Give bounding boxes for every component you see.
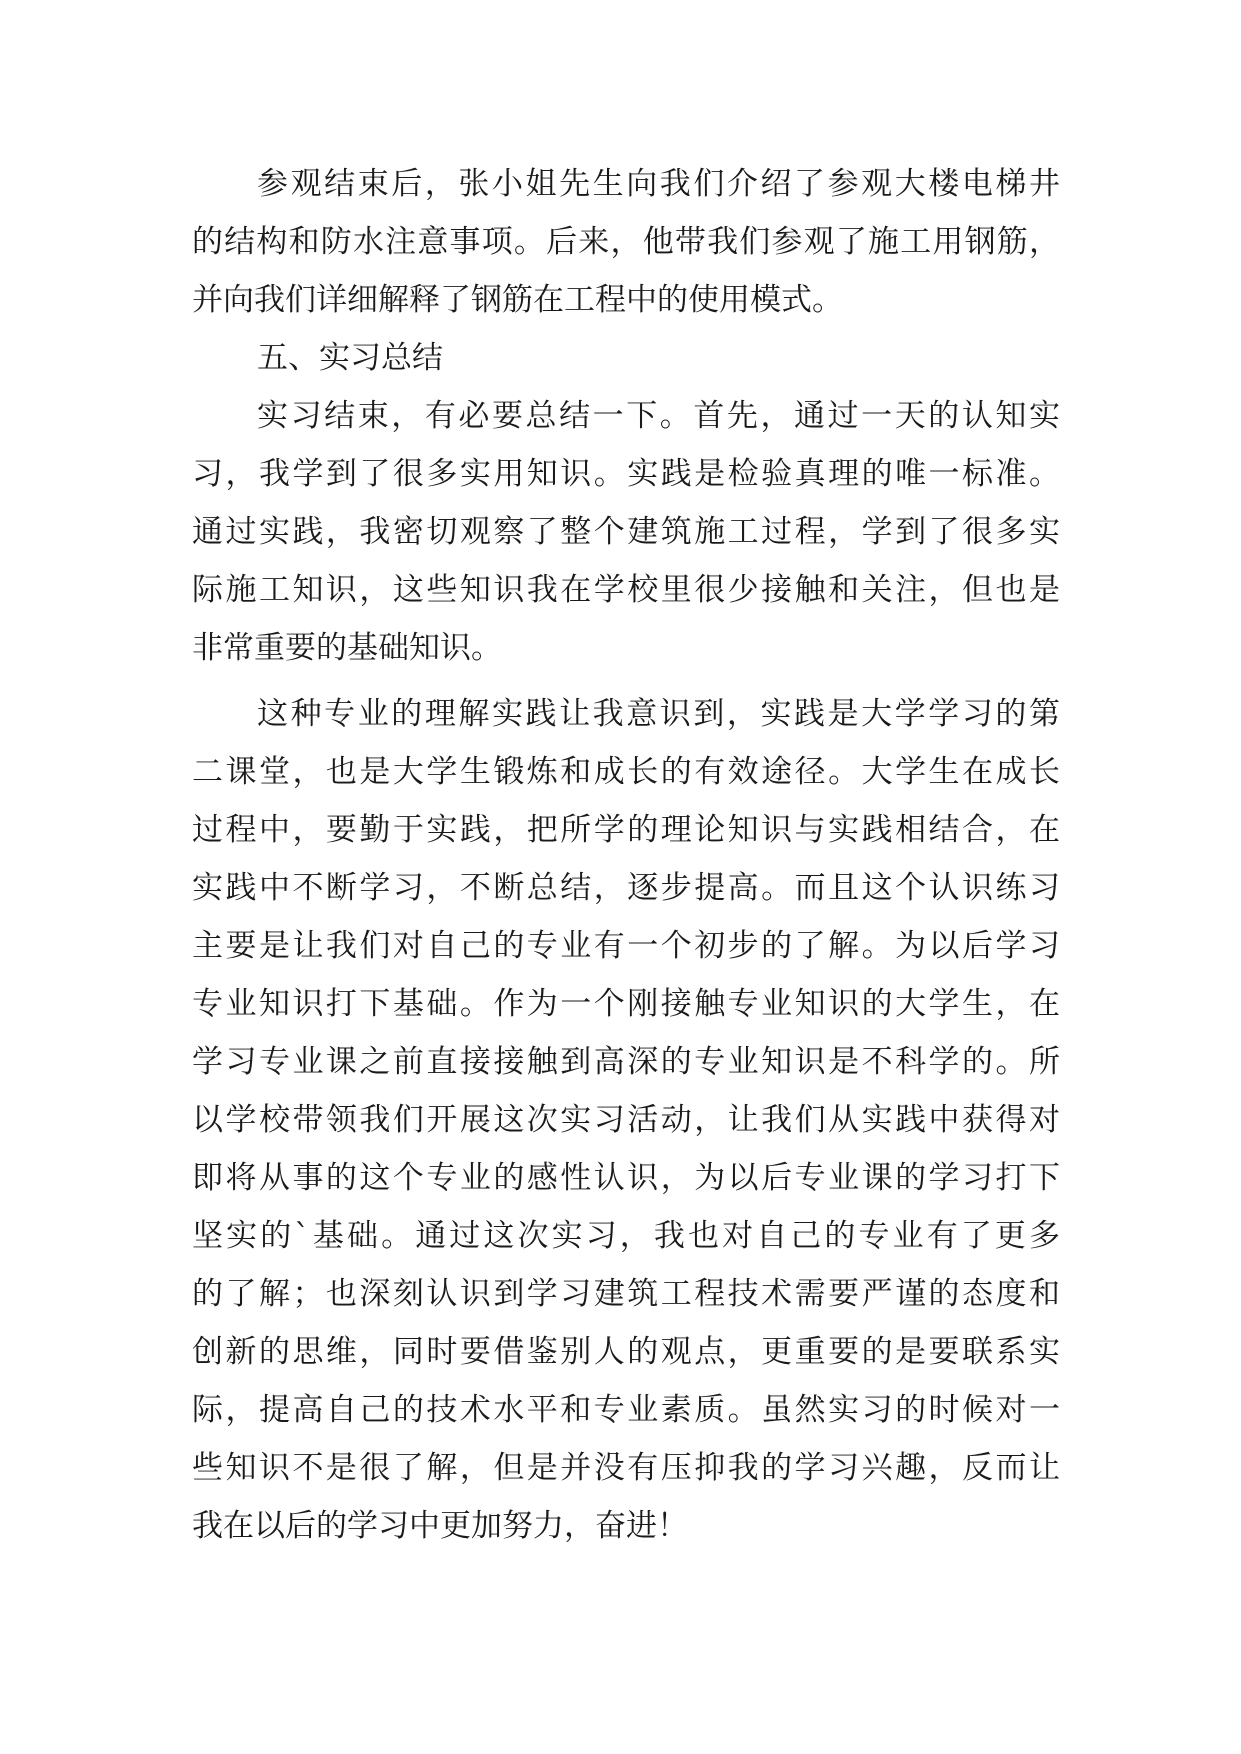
paragraph-gap bbox=[192, 677, 1060, 685]
paragraph bbox=[192, 387, 1060, 677]
text-line: 实践中不断学习，不断总结，逐步提高。而且这个认识练习 bbox=[192, 870, 1060, 906]
text-line: 际，提高自己的技术水平和专业素质。虽然实习的时候对一 bbox=[192, 1392, 1060, 1428]
text-line: 非常重要的基础知识。 bbox=[192, 630, 502, 666]
text-line: 即将从事的这个专业的感性认识，为以后专业课的学习打下 bbox=[192, 1160, 1060, 1196]
text-line: 我在以后的学习中更加努力，奋进！ bbox=[192, 1508, 688, 1544]
text-line: 实习结束，有必要总结一下。首先，通过一天的认知实 bbox=[257, 398, 1060, 434]
text-line: 专业知识打下基础。作为一个刚接触专业知识的大学生，在 bbox=[192, 986, 1060, 1022]
text-line: 这种专业的理解实践让我意识到，实践是大学学习的第 bbox=[257, 696, 1060, 732]
text-line: 以学校带领我们开展这次实习活动，让我们从实践中获得对 bbox=[192, 1102, 1060, 1138]
text-line: 主要是让我们对自己的专业有一个初步的了解。为以后学习 bbox=[192, 928, 1060, 964]
document-body bbox=[192, 155, 1060, 1555]
text-line: 些知识不是很了解，但是并没有压抑我的学习兴趣，反而让 bbox=[192, 1450, 1060, 1486]
text-line: 坚实的`基础。通过这次实习，我也对自己的专业有了更多 bbox=[192, 1218, 1060, 1254]
text-line: 际施工知识，这些知识我在学校里很少接触和关注，但也是 bbox=[192, 572, 1060, 608]
text-line: 的结构和防水注意事项。后来，他带我们参观了施工用钢筋， bbox=[192, 224, 1060, 260]
text-line: 过程中，要勤于实践，把所学的理论知识与实践相结合，在 bbox=[192, 812, 1060, 848]
text-line: 学习专业课之前直接接触到高深的专业知识是不科学的。所 bbox=[192, 1044, 1060, 1080]
paragraph bbox=[192, 685, 1060, 1555]
text-line: 习，我学到了很多实用知识。实践是检验真理的唯一标准。 bbox=[192, 456, 1060, 492]
section-heading bbox=[192, 329, 1060, 387]
paragraph bbox=[192, 155, 1060, 329]
text-line: 并向我们详细解释了钢筋在工程中的使用模式。 bbox=[192, 282, 843, 318]
text-line: 通过实践，我密切观察了整个建筑施工过程，学到了很多实 bbox=[192, 514, 1060, 550]
text-line: 的了解；也深刻认识到学习建筑工程技术需要严谨的态度和 bbox=[192, 1276, 1060, 1312]
heading-text: 五、实习总结 bbox=[257, 340, 443, 376]
text-line: 二课堂，也是大学生锻炼和成长的有效途径。大学生在成长 bbox=[192, 754, 1060, 790]
text-line: 创新的思维，同时要借鉴别人的观点，更重要的是要联系实 bbox=[192, 1334, 1060, 1370]
text-line: 参观结束后，张小姐先生向我们介绍了参观大楼电梯井 bbox=[257, 166, 1060, 202]
